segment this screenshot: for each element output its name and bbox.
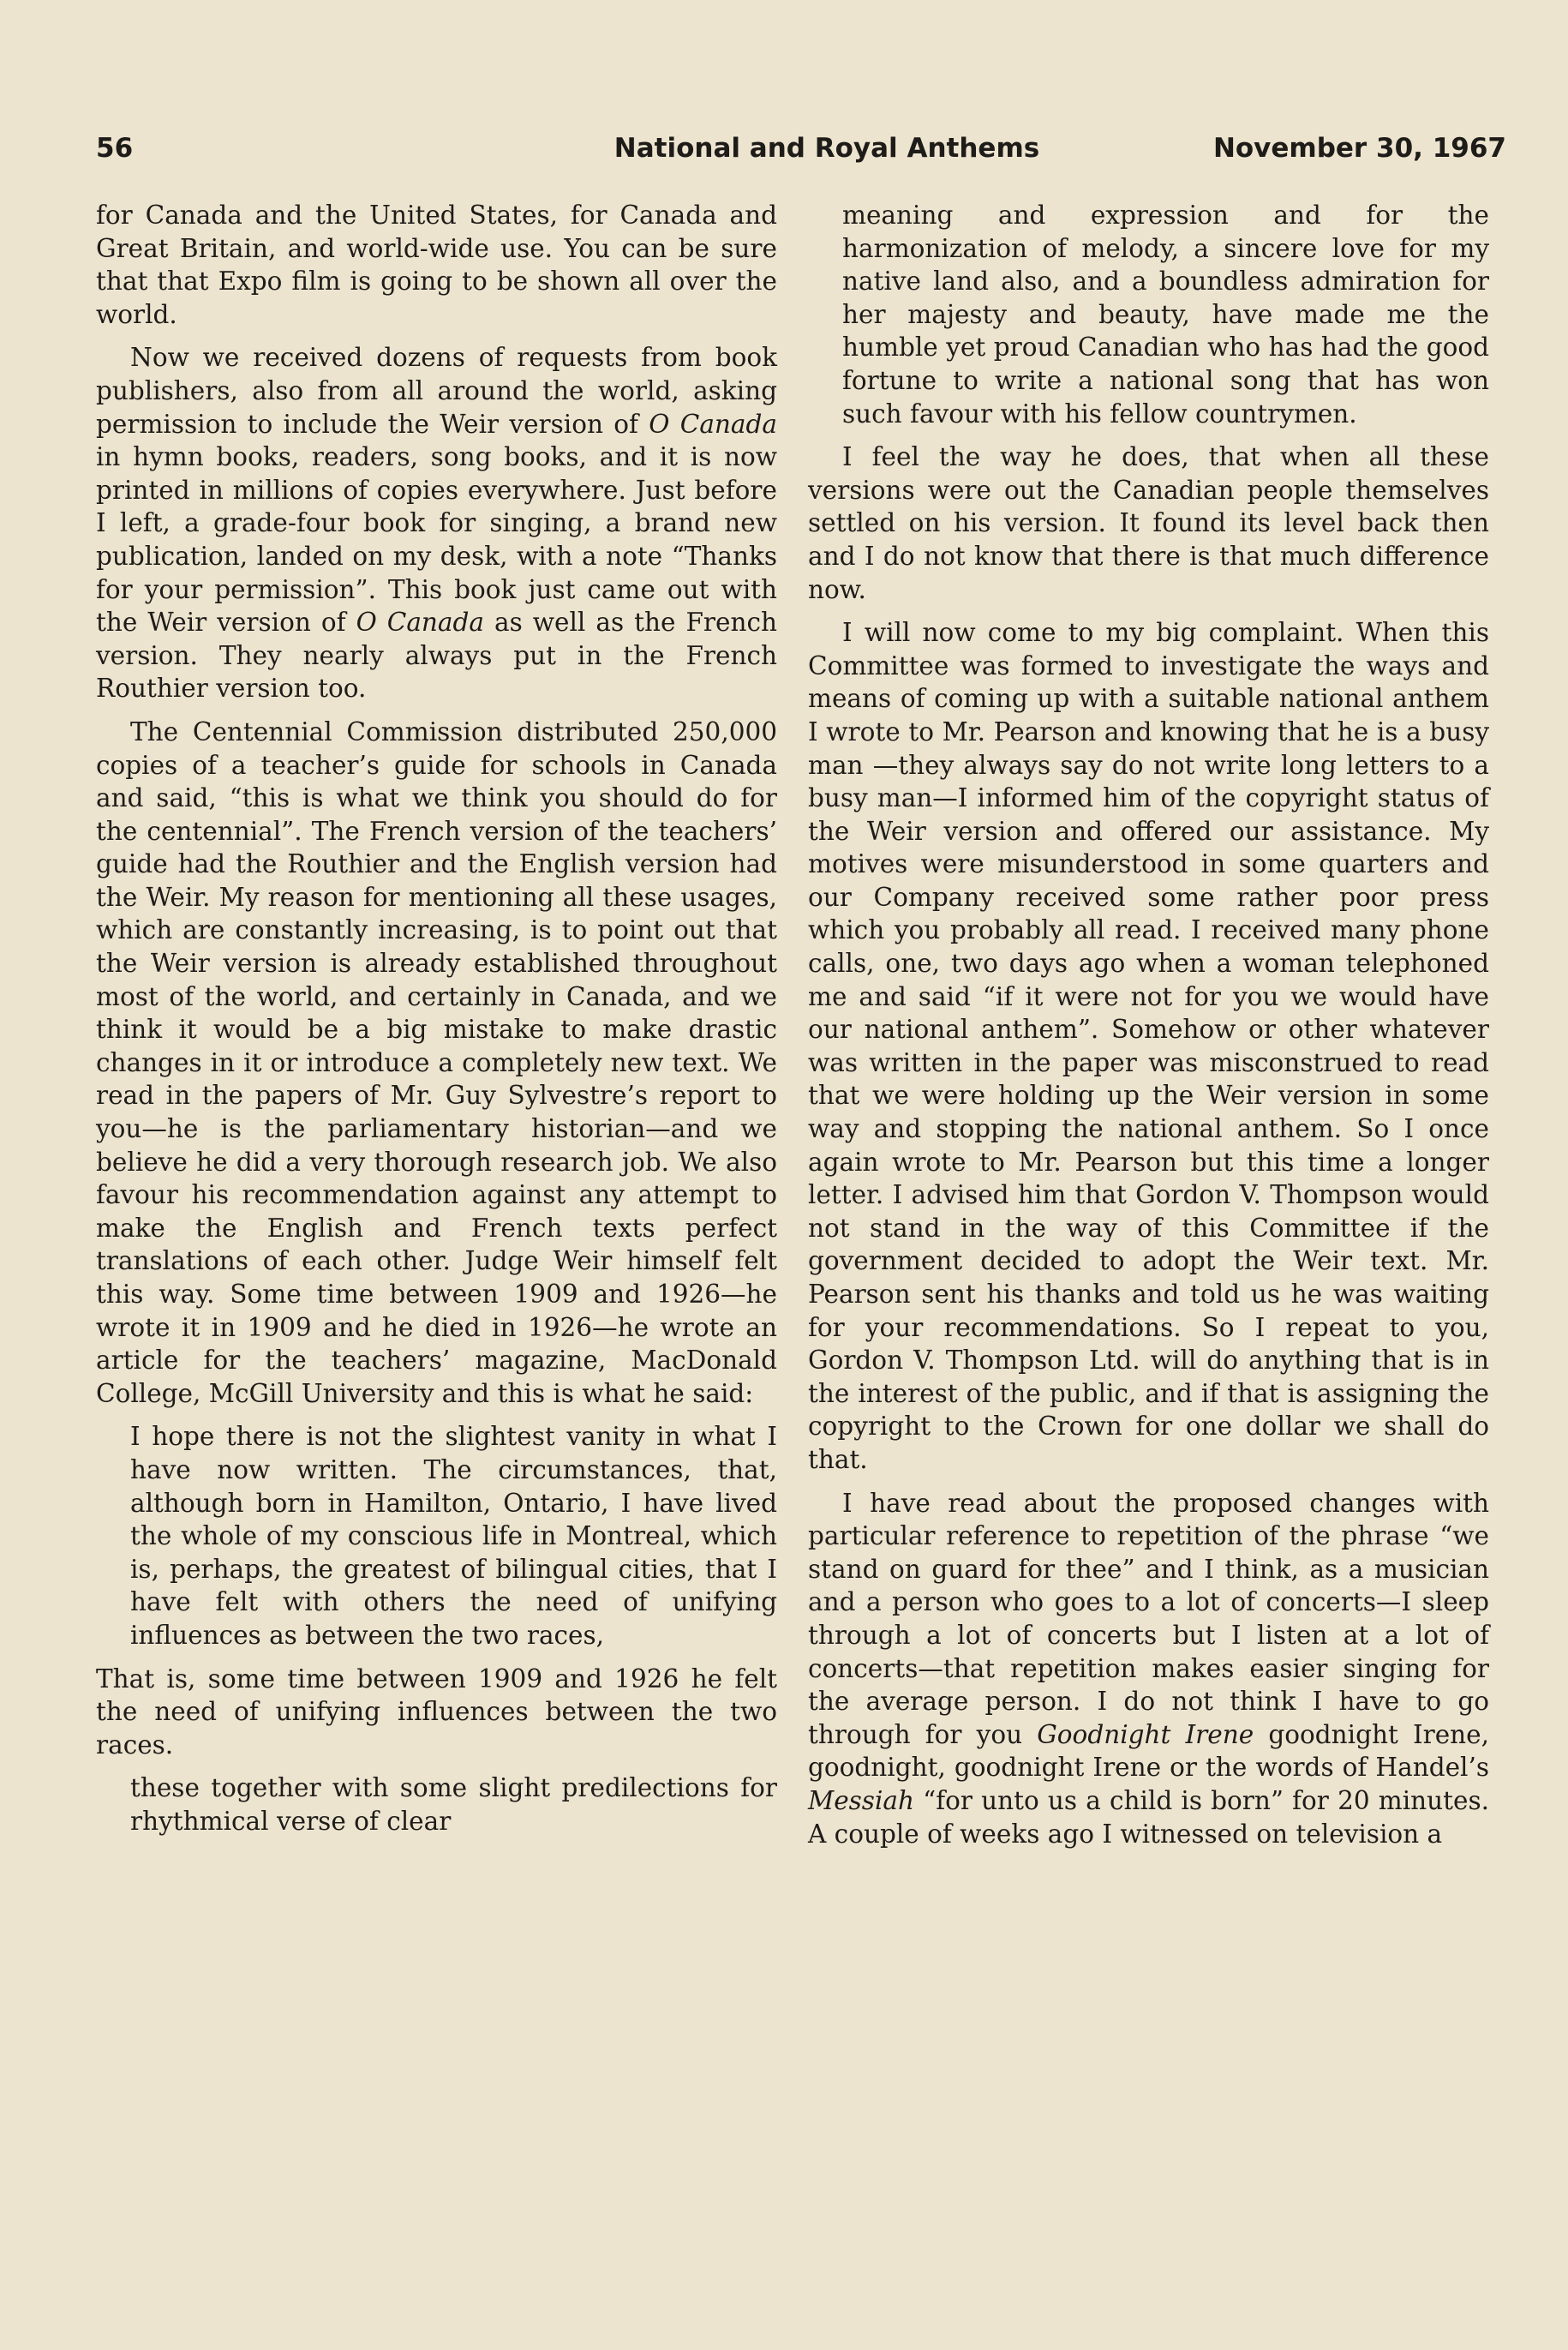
page-header xyxy=(96,127,1506,170)
paragraph: Now we received dozens of requests from book publishers, also from all around the world, asking permission to include the Weir version of O Canada in hymn books, readers, song books, and it is now printed in millions of copies everywhere. Just before I left, a grade-four book for singing, a brand new publication, landed on my desk, with a note “Thanks for your permission”. This book just came out with the Weir version of O Canada as well as the French version. They nearly always put in the French Routhier version too. xyxy=(96,343,778,704)
block-quote: I hope there is not the slightest vanity in what I have now written. The circumstances, that, although born in Hamilton, Ontario, I have lived the whole of my conscious life in Montreal, which is, perhaps, the greatest of bilingual cities, that I have felt with others the need of unifying influences as between the two races, xyxy=(130,1422,777,1650)
paragraph: I will now come to my big complaint. When this Committee was formed to investigate the ways and means of coming up with a suitable national anthem I wrote to Mr. Pearson and knowing that he is a busy man —they always say do not write long letters to a busy man—I informed him of the copyright status of the Weir version and offered our assistance. My motives were misunderstood in some quarters and our Company received some rather poor press which you probably all read. I received many phone calls, one, two days ago when a woman telephoned me and said “if it were not for you we would have our national anthem”. Somehow or other whatever was written in the paper was misconstrued to read that we were holding up the Weir version in some way and stopping the national anthem. So I once again wrote to Mr. Pearson but this time a longer letter. I advised him that Gordon V. Thompson would not stand in the way of this Committee if the government decided to adopt the Weir text. Mr. Pearson sent his thanks and told us he was waiting for your recommendations. So I repeat to you, Gordon V. Thompson Ltd. will do anything that is in the interest of the public, and if that is assigning the copyright to the Crown for one dollar we shall do that. xyxy=(808,618,1489,1474)
page-number: 56 xyxy=(96,133,134,164)
running-title: National and Royal Anthems xyxy=(613,133,1040,164)
paragraph: for Canada and the United States, for Canada and Great Britain, and world-wide use. You can be sure that that Expo film is going to be shown all over the world. xyxy=(96,201,777,329)
paragraph: The Centennial Commission distributed 250,000 copies of a teacher’s guide for schools in Canada and said, “this is what we think you should do for the centennial”. The French version of the teachers’ guide had the Routhier and the English version had the Weir. My reason for mentioning all these usages, which are constantly increasing, is to point out that the Weir version is already established throughout most of the world, and certainly in Canada, and we think it would be a big mistake to make drastic changes in it or introduce a completely new text. We read in the papers of Mr. Guy Sylvestre’s report to you—he is the parliamentary historian—and we believe he did a very thorough research job. We also favour his recommendation against any attempt to make the English and French texts perfect translations of each other. Judge Weir himself felt this way. Some time between 1909 and 1926—he wrote it in 1909 and he died in 1926—he wrote an article for the teachers’ magazine, MacDonald College, McGill University and this is what he said: xyxy=(96,716,777,1408)
header-date: November 30, 1967 xyxy=(1212,133,1506,164)
block-quote: these together with some slight predilections for rhythmical verse of clear xyxy=(130,1773,777,1836)
paragraph: That is, some time between 1909 and 1926 he felt the need of unifying influences between the two races. xyxy=(96,1664,777,1760)
paragraph: I have read about the proposed changes with particular reference to repetition of the phrase “we stand on guard for thee” and I think, as a musician and a person who goes to a lot of concerts—I sleep through a lot of concerts but I listen at a lot of concerts—that repetition makes easier singing for the average person. I do not think I have to go through for you Goodnight Irene goodnight Irene, goodnight, goodnight Irene or the words of Handel’s Messiah “for unto us a child is born” for 20 minutes. A couple of weeks ago I witnessed on television a xyxy=(808,1488,1489,1849)
paragraph: I feel the way he does, that when all these versions were out the Canadian people themselves settled on his version. It found its level back then and I do not know that there is that much difference now. xyxy=(808,442,1489,604)
right-column xyxy=(808,199,1489,1861)
left-column xyxy=(96,199,777,1849)
block-quote-continued: meaning and expression and for the harmonization of melody, a sincere love for my native land also, and a boundless admiration for her majesty and beauty, have made me the humble yet proud Canadian who has had the good fortune to write a national song that has won such favour with his fellow countrymen. xyxy=(842,201,1489,429)
